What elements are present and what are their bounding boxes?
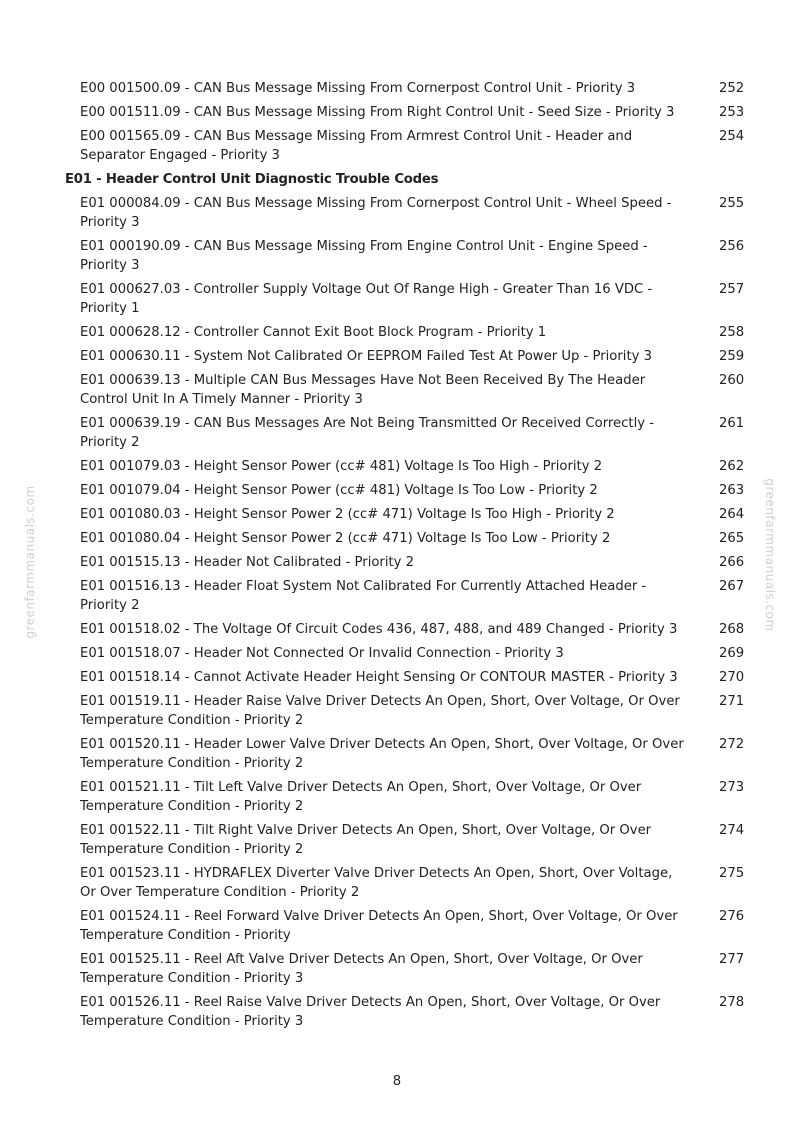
toc-entry-title: E01 001518.14 - Cannot Activate Header Height Sensing Or CONTOUR MASTER - Priority 3 (80, 670, 678, 685)
toc-entry-page: 258 (719, 325, 745, 340)
toc-entry-title: E01 001521.11 - Tilt Left Valve Driver Detects An Open, Short, Over Voltage, Or Over Temperature Condition - Priority 2 (80, 780, 642, 814)
toc-entry[interactable] (65, 480, 765, 504)
toc-entry[interactable] (65, 413, 765, 456)
toc-entry-page: 267 (719, 579, 745, 594)
toc-entry[interactable] (65, 504, 765, 528)
toc-entry-title: E00 001500.09 - CAN Bus Message Missing From Cornerpost Control Unit - Priority 3 (80, 81, 636, 96)
toc-entry-title: E01 001520.11 - Header Lower Valve Driver Detects An Open, Short, Over Voltage, Or Over Temperature Condition - Priority 2 (80, 737, 684, 771)
toc-entry-title: E01 000630.11 - System Not Calibrated Or EEPROM Failed Test At Power Up - Priority 3 (80, 349, 653, 364)
toc-entry-page: 274 (719, 823, 745, 838)
toc-entry[interactable] (65, 949, 765, 992)
toc-entry[interactable] (65, 734, 765, 777)
toc-entry-title: E01 001079.03 - Height Sensor Power (cc# 481) Voltage Is Too High - Priority 2 (80, 459, 603, 474)
toc-entry-page: 253 (719, 105, 745, 120)
toc-entry-title: E01 001524.11 - Reel Forward Valve Driver Detects An Open, Short, Over Voltage, Or Over Temperature Condition - Priority (80, 909, 678, 943)
toc-entry[interactable] (65, 456, 765, 480)
toc-entry-page: 266 (719, 555, 745, 570)
toc-entry-page: 254 (719, 129, 745, 144)
toc-entry-page: 275 (719, 866, 745, 881)
toc-entry-title: E01 000190.09 - CAN Bus Message Missing From Engine Control Unit - Engine Speed - Priority 3 (80, 239, 648, 273)
toc-entry-page: 264 (719, 507, 745, 522)
toc-entry-page: 273 (719, 780, 745, 795)
toc-entry-title: E01 001080.03 - Height Sensor Power 2 (cc# 471) Voltage Is Too High - Priority 2 (80, 507, 615, 522)
toc-entry[interactable] (65, 370, 765, 413)
toc-entry-title: E01 001518.02 - The Voltage Of Circuit Codes 436, 487, 488, and 489 Changed - Priority 3 (80, 622, 678, 637)
toc-entry-title: E01 001522.11 - Tilt Right Valve Driver Detects An Open, Short, Over Voltage, Or Over Temperature Condition - Priority 2 (80, 823, 652, 857)
toc-entry[interactable] (65, 576, 765, 619)
toc-entry-page: 276 (719, 909, 745, 924)
toc-entry-page: 257 (719, 282, 745, 297)
toc-entry[interactable] (65, 528, 765, 552)
toc-entry-title: E01 000639.19 - CAN Bus Messages Are Not Being Transmitted Or Received Correctly - Priority 2 (80, 416, 654, 450)
toc-entry-page: 252 (719, 81, 745, 96)
toc-entry[interactable] (65, 346, 765, 370)
toc-entry-page: 261 (719, 416, 745, 431)
section-heading: E01 - Header Control Unit Diagnostic Trouble Codes (65, 172, 439, 187)
toc-entry-page: 277 (719, 952, 745, 967)
toc-top-group (65, 78, 765, 169)
page-number: 8 (392, 1074, 402, 1089)
toc-entry-title: E01 001080.04 - Height Sensor Power 2 (cc# 471) Voltage Is Too Low - Priority 2 (80, 531, 611, 546)
toc-entry[interactable] (65, 552, 765, 576)
watermark-left: greenfarmmanuals.com (23, 485, 37, 639)
toc-entry[interactable] (65, 102, 765, 126)
toc-entry-title: E01 000084.09 - CAN Bus Message Missing From Cornerpost Control Unit - Wheel Speed - Priority 3 (80, 196, 672, 230)
toc-entry[interactable] (65, 78, 765, 102)
toc-entry-page: 268 (719, 622, 745, 637)
watermark-right: greenfarmmanuals.com (763, 478, 777, 632)
toc-entry-page: 256 (719, 239, 745, 254)
toc-entry-title: E00 001565.09 - CAN Bus Message Missing From Armrest Control Unit - Header and Separator Engaged - Priority 3 (80, 129, 633, 163)
toc-entry-page: 278 (719, 995, 745, 1010)
toc-entry-title: E01 001523.11 - HYDRAFLEX Diverter Valve Driver Detects An Open, Short, Over Voltage, Or Over Temperature Condition - Priority 2 (80, 866, 673, 900)
toc-entry-page: 269 (719, 646, 745, 661)
toc-entry-page: 265 (719, 531, 745, 546)
toc-section-entries (65, 193, 765, 1035)
toc-entry-title: E00 001511.09 - CAN Bus Message Missing From Right Control Unit - Seed Size - Priority 3 (80, 105, 675, 120)
toc-entry[interactable] (65, 619, 765, 643)
toc-entry-title: E01 000639.13 - Multiple CAN Bus Messages Have Not Been Received By The Header Control Unit In A Timely Manner - Priority 3 (80, 373, 646, 407)
toc-entry-title: E01 000627.03 - Controller Supply Voltage Out Of Range High - Greater Than 16 VDC - Priority 1 (80, 282, 653, 316)
toc-entry[interactable] (65, 992, 765, 1035)
toc-entry[interactable] (65, 279, 765, 322)
toc-entry[interactable] (65, 667, 765, 691)
toc-entry-page: 260 (719, 373, 745, 388)
toc-entry-page: 255 (719, 196, 745, 211)
toc-entry-page: 272 (719, 737, 745, 752)
toc-entry-title: E01 000628.12 - Controller Cannot Exit Boot Block Program - Priority 1 (80, 325, 547, 340)
toc-entry-page: 263 (719, 483, 745, 498)
toc-entry-title: E01 001515.13 - Header Not Calibrated - Priority 2 (80, 555, 415, 570)
toc-entry[interactable] (65, 236, 765, 279)
toc-entry-title: E01 001525.11 - Reel Aft Valve Driver Detects An Open, Short, Over Voltage, Or Over Temperature Condition - Priority 3 (80, 952, 643, 986)
toc-entry[interactable] (65, 777, 765, 820)
table-of-contents (65, 78, 765, 1035)
toc-entry[interactable] (65, 820, 765, 863)
toc-entry[interactable] (65, 863, 765, 906)
toc-entry[interactable] (65, 322, 765, 346)
toc-entry-title: E01 001079.04 - Height Sensor Power (cc# 481) Voltage Is Too Low - Priority 2 (80, 483, 598, 498)
toc-entry[interactable] (65, 643, 765, 667)
toc-entry[interactable] (65, 691, 765, 734)
toc-entry-page: 270 (719, 670, 745, 685)
toc-entry-title: E01 001518.07 - Header Not Connected Or Invalid Connection - Priority 3 (80, 646, 564, 661)
toc-entry-page: 271 (719, 694, 745, 709)
toc-entry-page: 259 (719, 349, 745, 364)
toc-entry-page: 262 (719, 459, 745, 474)
toc-entry-title: E01 001519.11 - Header Raise Valve Driver Detects An Open, Short, Over Voltage, Or Over Temperature Condition - Priority 2 (80, 694, 680, 728)
toc-entry-title: E01 001516.13 - Header Float System Not Calibrated For Currently Attached Header - Priority 2 (80, 579, 647, 613)
toc-entry[interactable] (65, 193, 765, 236)
toc-entry-title: E01 001526.11 - Reel Raise Valve Driver Detects An Open, Short, Over Voltage, Or Over Temperature Condition - Priority 3 (80, 995, 661, 1029)
toc-entry[interactable] (65, 126, 765, 169)
toc-entry[interactable] (65, 906, 765, 949)
